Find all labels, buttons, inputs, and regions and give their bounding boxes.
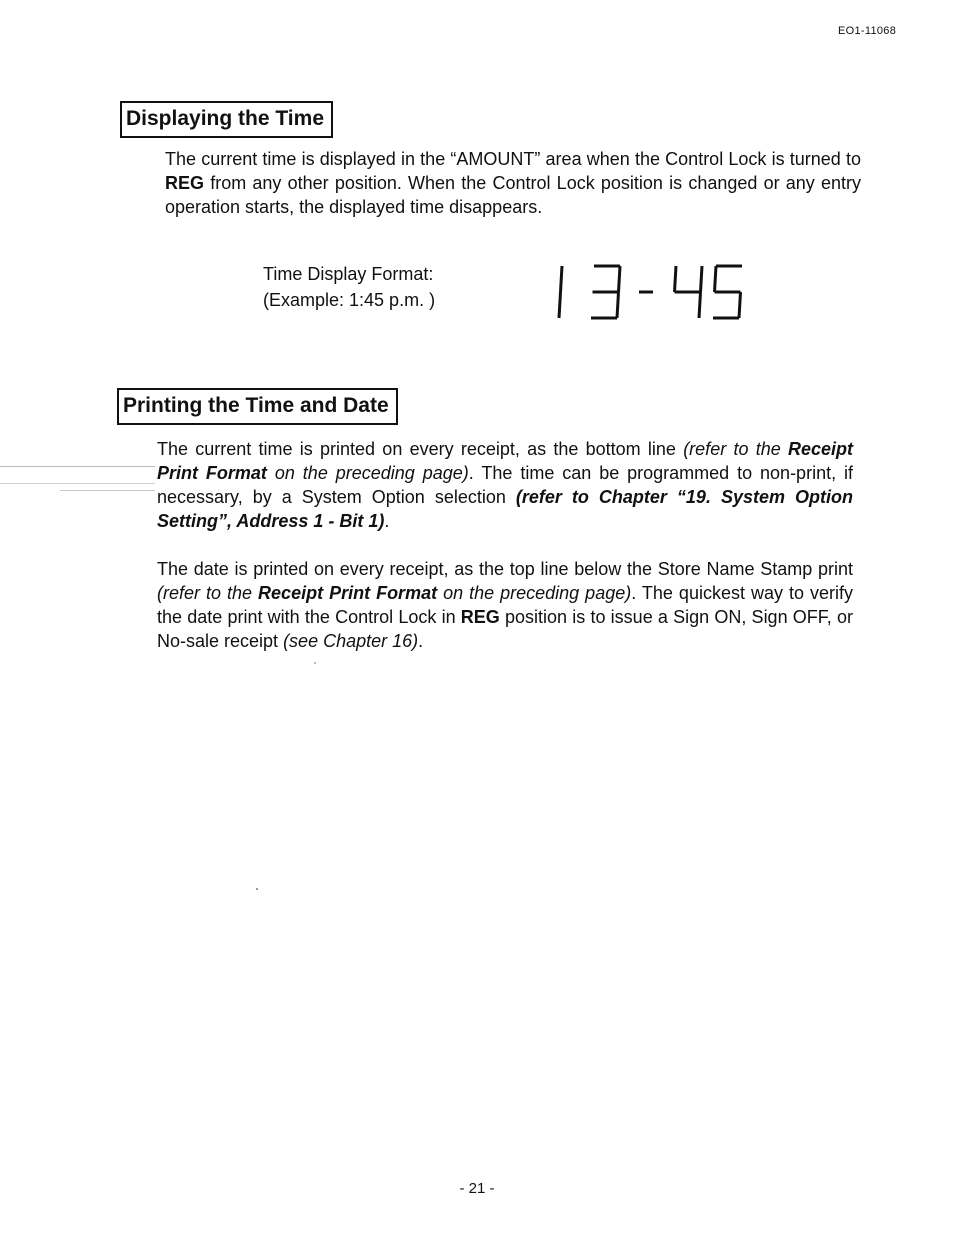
document-code: EO1-11068 (838, 25, 897, 37)
display-digit-segment (675, 266, 677, 292)
scan-speck (314, 662, 316, 664)
text-run: . (384, 511, 390, 531)
example-label: (Example: 1:45 p.m. ) (263, 290, 436, 310)
scan-speck (256, 888, 258, 890)
display-digit-segment (715, 266, 717, 292)
text-run: on the preceding page) (437, 583, 632, 603)
text-run: . The time can be programmed to non-print, if necessary, by a System Option selection (157, 463, 853, 507)
text-run: REG (165, 173, 205, 193)
text-run: (refer to the (683, 439, 788, 459)
display-digit-segment (701, 266, 703, 292)
display-digit-segment (559, 292, 561, 318)
page-number: - 21 - (459, 1180, 495, 1197)
text-run: The current time is printed on every receipt, as the bottom line (157, 439, 684, 459)
display-digit-segment (561, 266, 563, 292)
section-heading-displaying-time: Displaying the Time (120, 101, 333, 138)
text-run: The date is printed on every receipt, as the top line below the Store Name Stamp print (157, 559, 853, 579)
printing-time-paragraph (157, 437, 853, 533)
scan-artifact-line (0, 466, 155, 467)
text-run: position is to issue a Sign ON, Sign OFF, or No-sale receipt (157, 607, 853, 651)
text-run: on the preceding page) (266, 463, 469, 483)
section-heading-printing-time-date: Printing the Time and Date (117, 388, 398, 425)
display-digit-segment (617, 292, 619, 318)
display-digit-segment (739, 292, 741, 318)
scan-artifact-line (0, 483, 155, 484)
text-run: . The quickest way to verify the date print with the Control Lock in (157, 583, 853, 627)
printing-date-paragraph (157, 557, 853, 653)
text-run: Receipt Print Format (157, 439, 853, 483)
display-digit-segment (699, 292, 701, 318)
text-run: . (418, 631, 424, 651)
text-run: (refer to Chapter “19. System Option Setting”, Address 1 - Bit 1) (157, 487, 853, 531)
display-digit-segment (619, 266, 621, 292)
text-run: The current time is displayed in the “AMOUNT” area when the Control Lock is turned to (165, 149, 861, 169)
displaying-time-paragraph (165, 147, 861, 219)
seven-segment-display (555, 258, 765, 328)
text-run: from any other position. When the Control Lock position is changed or any entry operation starts, the displayed time disappears. (165, 173, 861, 217)
text-run: (see Chapter 16) (283, 631, 419, 651)
time-display-format-label: Time Display Format: (263, 264, 434, 284)
text-run: Receipt Print Format (258, 583, 438, 603)
text-run: REG (460, 607, 500, 627)
text-run: (refer to the (157, 583, 259, 603)
scan-artifact-line (60, 490, 155, 491)
